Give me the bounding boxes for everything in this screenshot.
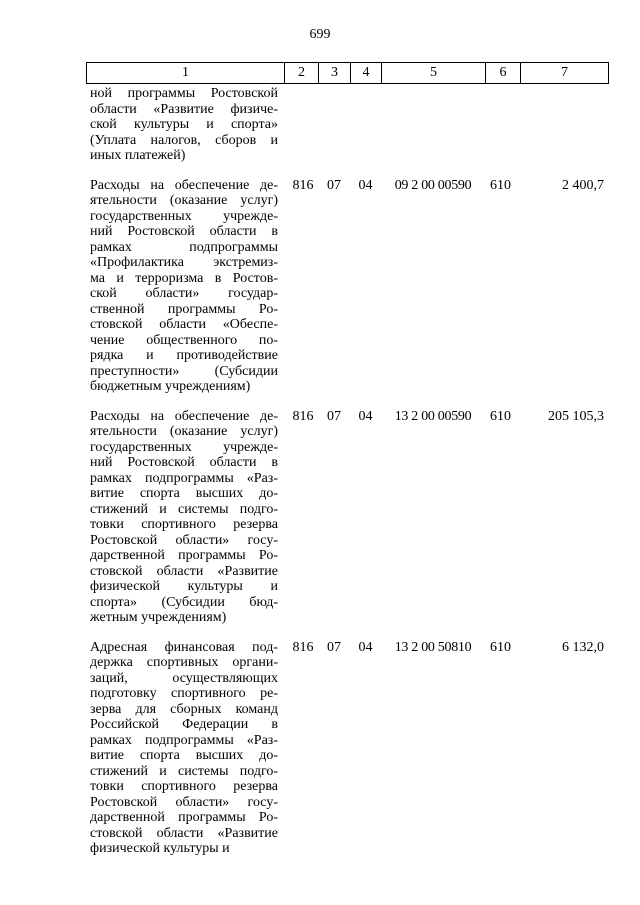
description-line: физической культуры и [90,841,230,856]
description-line: ятельности (оказание услуг) [90,424,278,439]
cell-col-2: 816 [292,639,314,655]
header-col-4: 4 [351,63,382,83]
description-line: Ростовской области» госу- [90,794,278,810]
description-line: дарственной программы Ро- [90,548,278,563]
header-col-7: 7 [561,65,568,80]
description-line: ской области» государ- [90,286,278,301]
description-line: Расходы на обеспечение де- [90,408,278,424]
description-line: «Профилактика экстремиз- [90,255,278,270]
description-line: стижений и системы подго- [90,501,278,517]
description-line: Расходы на обеспечение де- [90,177,278,193]
description-line: стовской области «Развитие [90,563,278,579]
description-line: физической культуры и [90,579,278,594]
description-line: жетным учреждениям) [90,610,227,625]
table-body [90,86,606,871]
cell-col-2: 816 [292,177,314,193]
description-line: (Уплата налогов, сборов и [90,132,278,148]
description-line: государственных учрежде- [90,439,278,455]
cell-col-3: 07 [327,177,341,193]
table-row [90,640,606,857]
cell-col-7: 2 400,7 [562,177,604,193]
header-col-5: 5 [382,63,486,83]
description-line: ний Ростовской области в [90,224,278,239]
description-line: заций, осуществляющих [90,670,278,686]
description-line: рядка и противодействие [90,348,278,363]
cell-col-5: 13 2 00 50810 [394,639,472,655]
header-col-2: 2 [285,63,319,83]
cell-col-5: 09 2 00 00590 [394,177,472,193]
description-line: стовской области «Развитие [90,825,278,841]
description-line: дарственной программы Ро- [90,810,278,825]
description-line: спорта» (Субсидии бюд- [90,594,278,610]
row-description [90,640,278,857]
description-line: преступности» (Субсидии [90,363,278,379]
description-line: чение общественного по- [90,332,278,348]
table-row [90,409,606,626]
cell-col-6: 610 [490,639,511,655]
table-header [86,62,609,84]
page-number: 699 [309,27,331,42]
row-description [90,86,278,164]
description-line: государственных учрежде- [90,208,278,224]
description-line: витие спорта высших до- [90,486,278,501]
description-line: держка спортивных органи- [90,655,278,670]
header-col-1: 1 [87,63,285,83]
description-line: стовской области «Обеспе- [90,317,278,332]
description-line: товки спортивного резерва [90,517,278,532]
description-line: ской культуры и спорта» [90,117,278,132]
header-col-3: 3 [319,63,351,83]
description-line: рамках подпрограммы «Раз- [90,732,278,748]
cell-col-3: 07 [327,408,341,424]
description-line: Российской Федерации в [90,717,278,732]
table-row [90,178,606,395]
description-line: ственной программы Ро- [90,301,278,317]
cell-col-4: 04 [358,177,373,193]
description-line: зерва для сборных команд [90,701,278,717]
description-line: ятельности (оказание услуг) [90,193,278,208]
cell-col-6: 610 [490,177,511,193]
description-line: бюджетным учреждениям) [90,379,251,394]
description-line: подготовку спортивного ре- [90,686,278,701]
cell-col-2: 816 [292,408,314,424]
cell-col-5: 13 2 00 00590 [394,408,472,424]
description-line: товки спортивного резерва [90,779,278,794]
description-line: ма и терроризма в Ростов- [90,270,278,286]
description-line: рамках подпрограммы «Раз- [90,470,278,486]
description-line: витие спорта высших до- [90,748,278,763]
cell-col-4: 04 [358,639,373,655]
cell-col-6: 610 [490,408,511,424]
description-line: области «Развитие физиче- [90,101,278,117]
description-line: стижений и системы подго- [90,763,278,779]
description-line: ний Ростовской области в [90,455,278,470]
description-line: Ростовской области» госу- [90,532,278,548]
cell-col-7: 6 132,0 [562,639,604,655]
cell-col-3: 07 [327,639,341,655]
row-description [90,409,278,626]
description-line: ной программы Ростовской [90,86,278,101]
description-line: иных платежей) [90,148,186,163]
header-col-6: 6 [486,63,521,83]
description-line: рамках подпрограммы [90,239,278,255]
cell-col-4: 04 [358,408,373,424]
cell-col-7: 205 105,3 [548,408,604,424]
row-description [90,178,278,395]
description-line: Адресная финансовая под- [90,639,278,655]
table-row [90,86,606,164]
